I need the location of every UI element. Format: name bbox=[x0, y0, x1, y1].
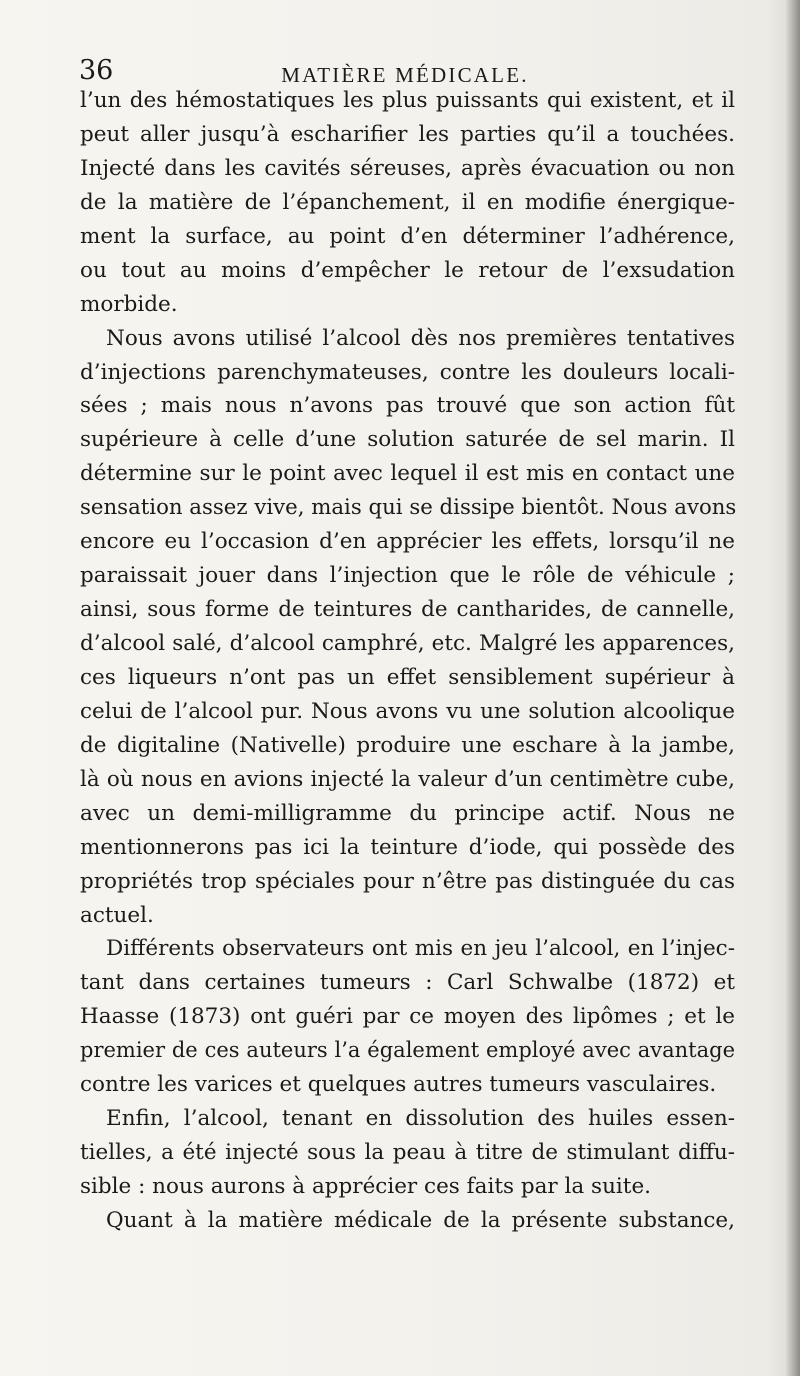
text-line: sensation assez vive, mais qui se dissipe bientôt. Nous avons bbox=[80, 495, 737, 521]
page-binding-edge bbox=[786, 0, 800, 1376]
running-title: MATIÈRE MÉDICALE. bbox=[281, 63, 529, 87]
text-line: propriétés trop spéciales pour n’être pas distinguée du cas bbox=[80, 868, 735, 894]
text-line: celui de l’alcool pur. Nous avons vu une solution alcoolique bbox=[80, 698, 735, 724]
text-line: là où nous en avions injecté la valeur d’un centimètre cube, bbox=[80, 766, 735, 792]
paragraph-end-line: morbide. bbox=[80, 291, 178, 317]
text-line: d’injections parenchymateuses, contre les douleurs locali- bbox=[80, 359, 735, 385]
text-line: ment la surface, au point d’en déterminer l’adhérence, bbox=[80, 223, 735, 249]
text-line: peut aller jusqu’à escharifier les parties qu’il a touchées. bbox=[80, 121, 735, 147]
text-line: tant dans certaines tumeurs : Carl Schwalbe (1872) et bbox=[80, 970, 735, 996]
page-number: 36 bbox=[79, 55, 114, 86]
text-line: Injecté dans les cavités séreuses, après évacuation ou non bbox=[80, 155, 735, 181]
text-line: avec un demi-milligramme du principe actif. Nous ne bbox=[80, 800, 735, 826]
text-line: l’un des hémostatiques les plus puissants qui existent, et il bbox=[80, 88, 735, 113]
paragraph-start-line: Différents observateurs ont mis en jeu l’alcool, en l’injec- bbox=[106, 936, 735, 962]
page-header bbox=[79, 54, 720, 88]
text-line: ainsi, sous forme de teintures de cantharides, de cannelle, bbox=[80, 597, 735, 623]
text-line: d’alcool salé, d’alcool camphré, etc. Malgré les apparences, bbox=[80, 631, 735, 656]
text-line: paraissait jouer dans l’injection que le rôle de véhicule ; bbox=[80, 563, 735, 589]
text-line: de la matière de l’épanchement, il en modifie énergique- bbox=[80, 189, 735, 215]
paragraph-end-line: sible : nous aurons à apprécier ces faits par la suite. bbox=[80, 1174, 652, 1199]
text-line: encore eu l’occasion d’en apprécier les effets, lorsqu’il ne bbox=[80, 529, 735, 555]
text-line: détermine sur le point avec lequel il est mis en contact une bbox=[80, 461, 735, 487]
text-line: ces liqueurs n’ont pas un effet sensiblement supérieur à bbox=[80, 664, 735, 690]
text-line: sées ; mais nous n’avons pas trouvé que son action fût bbox=[80, 393, 735, 419]
paragraph-end-line: actuel. bbox=[80, 902, 154, 928]
text-line: premier de ces auteurs l’a également employé avec avantage bbox=[80, 1038, 735, 1063]
text-line: tielles, a été injecté sous la peau à titre de stimulant diffu- bbox=[80, 1140, 735, 1166]
text-line: Haasse (1873) ont guéri par ce moyen des lipômes ; et le bbox=[80, 1004, 735, 1030]
text-line: de digitaline (Nativelle) produire une eschare à la jambe, bbox=[80, 732, 735, 758]
paragraph-start-line: Quant à la matière médicale de la présente substance, bbox=[106, 1207, 735, 1233]
paragraph-start-line: Enfin, l’alcool, tenant en dissolution des huiles essen- bbox=[106, 1106, 735, 1132]
text-line: mentionnerons pas ici la teinture d’iode, qui possède des bbox=[80, 834, 735, 860]
body-text bbox=[80, 84, 735, 1238]
text-line: supérieure à celle d’une solution saturée de sel marin. Il bbox=[80, 427, 735, 453]
text-line: ou tout au moins d’empêcher le retour de l’exsudation bbox=[80, 257, 735, 283]
paragraph-end-line: contre les varices et quelques autres tumeurs vasculaires. bbox=[80, 1072, 717, 1098]
paragraph-start-line: Nous avons utilisé l’alcool dès nos premières tentatives bbox=[106, 325, 735, 351]
